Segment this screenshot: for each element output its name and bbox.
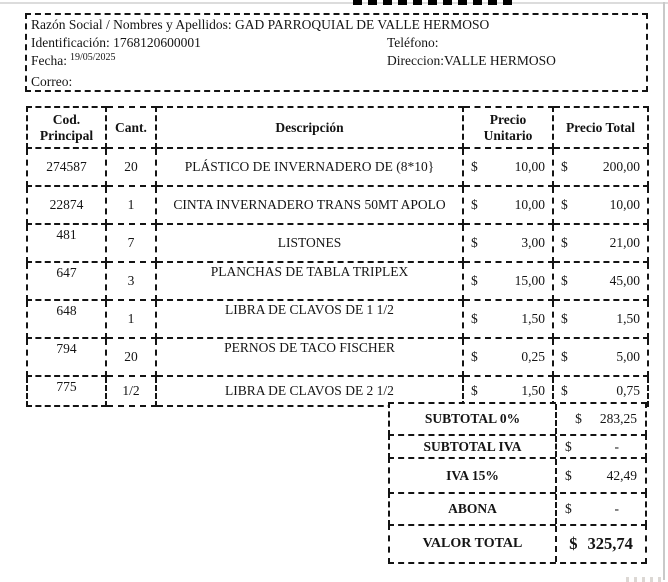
- fecha-field: [31, 52, 387, 72]
- currency-symbol: $: [561, 383, 568, 398]
- identificacion-label: Identificación:: [31, 35, 110, 51]
- item-unit-price: 10,00: [514, 197, 545, 212]
- item-total-price-cell: [553, 148, 648, 186]
- item-quantity: 20: [106, 148, 156, 186]
- item-unit-price-cell: [463, 262, 553, 300]
- correo-line: [31, 73, 642, 91]
- currency-symbol: $: [561, 197, 568, 212]
- total-value: -: [614, 501, 619, 516]
- column-header-code: Cod. Principal: [27, 107, 106, 148]
- total-label: SUBTOTAL IVA: [423, 438, 522, 454]
- fecha-direccion-line: [31, 52, 642, 72]
- fecha-label: Fecha:: [31, 53, 67, 69]
- razon-social-value: GAD PARROQUIAL DE VALLE HERMOSO: [234, 17, 490, 32]
- item-description: LIBRA DE CLAVOS DE 2 1/2: [156, 376, 463, 406]
- telefono-label: Teléfono:: [387, 35, 439, 51]
- item-quantity: 1: [106, 300, 156, 338]
- telefono-field: [387, 34, 642, 52]
- table-row: [27, 224, 648, 262]
- page-top-edge: [0, 2, 668, 4]
- currency-symbol: $: [471, 235, 478, 250]
- total-label: ABONA: [448, 501, 497, 516]
- identificacion-telefono-line: [31, 34, 642, 52]
- table-row: [27, 300, 648, 338]
- total-value: 283,25: [599, 411, 637, 426]
- item-total-price-cell: [553, 224, 648, 262]
- item-total-price: 0,75: [616, 383, 640, 398]
- item-total-price: 21,00: [609, 235, 640, 250]
- currency-symbol: $: [471, 197, 478, 212]
- item-code: 648: [27, 300, 106, 338]
- direccion-field: [387, 52, 642, 72]
- item-quantity: 1: [106, 186, 156, 224]
- item-quantity: 3: [106, 262, 156, 300]
- items-table-header: [27, 107, 648, 148]
- item-code: 22874: [27, 186, 106, 224]
- total-value: 42,49: [606, 467, 637, 483]
- item-unit-price: 1,50: [521, 383, 545, 398]
- item-description: PLANCHAS DE TABLA TRIPLEX: [156, 262, 463, 300]
- direccion-label: Direccion:: [387, 53, 444, 69]
- total-value: -: [614, 438, 619, 454]
- customer-info-box: [25, 13, 648, 92]
- item-unit-price-cell: [463, 338, 553, 376]
- item-unit-price-cell: [463, 300, 553, 338]
- currency-symbol: $: [561, 311, 568, 326]
- currency-symbol: $: [471, 311, 478, 326]
- item-total-price-cell: [553, 186, 648, 224]
- currency-symbol: $: [561, 159, 568, 174]
- currency-symbol: $: [565, 467, 572, 483]
- total-row: [388, 402, 647, 436]
- direccion-value: VALLE HERMOSO: [443, 53, 556, 69]
- cut-off-text-fragment: [353, 0, 513, 5]
- fecha-value: 19/05/2025: [70, 52, 116, 64]
- currency-symbol: $: [561, 349, 568, 364]
- column-header-description: Descripción: [156, 107, 463, 148]
- total-row: [388, 434, 647, 459]
- item-unit-price-cell: [463, 186, 553, 224]
- item-description: CINTA INVERNADERO TRANS 50MT APOLO: [156, 186, 463, 224]
- currency-symbol: $: [471, 273, 478, 288]
- item-code: 481: [27, 224, 106, 262]
- item-total-price: 200,00: [602, 159, 640, 174]
- column-header-total-price: Precio Total: [553, 107, 648, 148]
- item-unit-price-cell: [463, 148, 553, 186]
- item-description: LIBRA DE CLAVOS DE 1 1/2: [156, 300, 463, 338]
- table-row: [27, 338, 648, 376]
- total-value: 325,74: [587, 534, 633, 553]
- item-total-price-cell: [553, 338, 648, 376]
- totals-table: [388, 402, 647, 564]
- item-quantity: 1/2: [106, 376, 156, 406]
- table-row: [27, 148, 648, 186]
- currency-symbol: $: [565, 438, 572, 454]
- item-description: PERNOS DE TACO FISCHER: [156, 338, 463, 376]
- total-label: VALOR TOTAL: [422, 536, 523, 551]
- page-right-edge: [663, 2, 665, 580]
- faint-watermark-fragment: [626, 577, 666, 582]
- total-label: SUBTOTAL 0%: [424, 411, 521, 426]
- currency-symbol: $: [565, 501, 572, 516]
- items-tbody: [27, 148, 648, 406]
- item-total-price-cell: [553, 300, 648, 338]
- item-description: LISTONES: [156, 224, 463, 262]
- item-quantity: 20: [106, 338, 156, 376]
- item-unit-price: 10,00: [514, 159, 545, 174]
- currency-symbol: $: [471, 159, 478, 174]
- item-total-price: 10,00: [609, 197, 640, 212]
- item-total-price: 45,00: [609, 273, 640, 288]
- column-header-qty: Cant.: [106, 107, 156, 148]
- table-row: [27, 262, 648, 300]
- item-unit-price: 0,25: [521, 349, 545, 364]
- total-row: [388, 524, 647, 564]
- items-table: [26, 106, 649, 407]
- item-unit-price: 3,00: [521, 235, 545, 250]
- item-total-price: 1,50: [616, 311, 640, 326]
- identificacion-field: [31, 34, 387, 52]
- item-code: 647: [27, 262, 106, 300]
- item-code: 794: [27, 338, 106, 376]
- razon-social-line: [31, 16, 642, 34]
- total-label: IVA 15%: [446, 467, 499, 483]
- currency-symbol: $: [561, 235, 568, 250]
- item-unit-price: 1,50: [521, 311, 545, 326]
- item-description: PLÁSTICO DE INVERNADERO DE (8*10}: [156, 148, 463, 186]
- item-unit-price: 15,00: [514, 273, 545, 288]
- currency-symbol: $: [471, 383, 478, 398]
- item-unit-price-cell: [463, 224, 553, 262]
- currency-symbol: $: [569, 534, 578, 553]
- item-total-price: 5,00: [616, 349, 640, 364]
- total-row: [388, 457, 647, 494]
- currency-symbol: $: [471, 349, 478, 364]
- item-total-price-cell: [553, 262, 648, 300]
- currency-symbol: $: [561, 273, 568, 288]
- item-code: 274587: [27, 148, 106, 186]
- currency-symbol: $: [575, 411, 582, 426]
- column-header-unit-price: Precio Unitario: [463, 107, 553, 148]
- total-row: [388, 492, 647, 526]
- identificacion-value: 1768120600001: [113, 35, 201, 51]
- razon-social-label: Razón Social / Nombres y Apellidos:: [31, 17, 232, 32]
- table-row: [27, 186, 648, 224]
- item-quantity: 7: [106, 224, 156, 262]
- correo-label: Correo:: [31, 73, 73, 89]
- item-code: 775: [27, 376, 106, 406]
